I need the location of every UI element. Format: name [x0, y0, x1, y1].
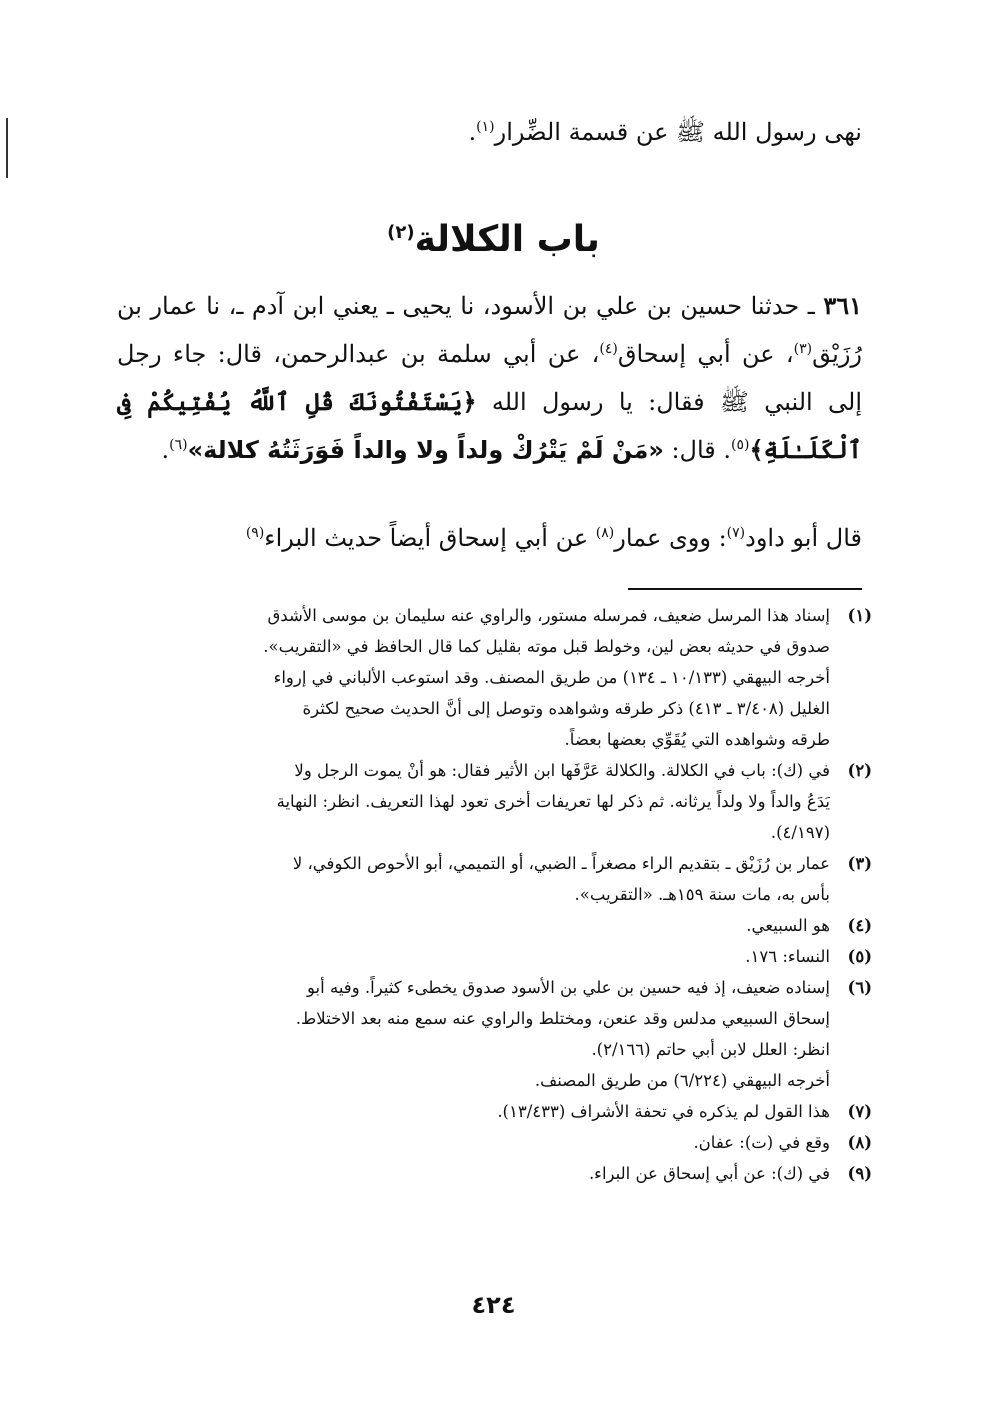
footnote-line: طرقه وشواهده التي يُقَوِّي بعضها بعضاً. [564, 730, 830, 749]
footnote [112, 755, 872, 848]
chapter-title: باب الكلالة [414, 219, 600, 260]
footnote-ref: (٨) [595, 525, 615, 541]
footnote-number: (٩) [847, 1164, 872, 1183]
footnote-line: وقع في (ت): عفان. [693, 1133, 830, 1152]
hadith-paragraph [117, 282, 862, 474]
footnote-number: (٢) [847, 761, 872, 780]
footnote-ref: (٧) [726, 525, 746, 541]
footnote-text [112, 910, 830, 941]
hadith-end: . [161, 436, 170, 464]
footnote-text [112, 1158, 830, 1189]
hadith-number: ٣٦١ [823, 291, 862, 320]
footnote-number: (٤) [847, 916, 872, 935]
footnote-line: (٤/١٩٧). [770, 823, 830, 842]
remark-text: قال أبو داود [745, 524, 862, 552]
footnote-separator [628, 588, 862, 590]
footnote-text [112, 848, 830, 910]
footnote-ref: (٣) [793, 341, 813, 357]
top-line-text: نهى رسول الله ﷺ عن قسمة الضِّرار [494, 118, 862, 146]
footnote-ref: (١) [476, 119, 495, 135]
margin-mark [6, 118, 8, 178]
top-line [102, 110, 862, 154]
hadith-text: ـ حدثنا حسين بن علي بن الأسود، نا يحيى ـ يعني ابن آدم ـ، نا عمار بن رُزَيْق [117, 292, 863, 368]
abu-dawud-remark [117, 514, 862, 562]
footnote-text [112, 600, 830, 755]
footnote-number: (٨) [847, 1133, 872, 1152]
footnote [112, 1096, 872, 1127]
footnote-line: إسحاق السبيعي مدلس وقد عنعن، ومختلط والراوي عنه سمع منه بعد الاختلاط. [295, 1009, 830, 1028]
footnote-line: انظر: العلل لابن أبي حاتم (٢/١٦٦). [591, 1040, 830, 1059]
footnote-ref: (٢) [387, 222, 415, 243]
footnote-line: أخرجه البيهقي (٦/٢٢٤) من طريق المصنف. [534, 1071, 830, 1090]
remark-text: عن أبي إسحاق أيضاً حديث البراء [264, 524, 596, 552]
footnotes [112, 600, 872, 1189]
footnote-line: النساء: ١٧٦. [745, 947, 830, 966]
remark-text: : ووى عمار [614, 524, 727, 552]
footnote-line: الغليل (٣/٤٠٨ ـ ٤١٣) ذكر طرقه وشواهده وتوصل إلى أنَّ الحديث صحيح لكثرة [302, 699, 830, 718]
footnote-ref: (٤) [599, 341, 618, 357]
footnote-number: (١) [847, 606, 872, 625]
footnote [112, 1158, 872, 1189]
footnote-line: هذا القول لم يذكره في تحفة الأشراف (١٣/٤٣٣). [497, 1102, 830, 1121]
footnote [112, 972, 872, 1096]
hadith-text: ، عن أبي سلمة بن عبدالرحمن، قال: جاء رجل إلى النبي ﷺ فقال: يا رسول الله [117, 340, 862, 416]
hadith-text: . قال: [663, 436, 732, 464]
footnote [112, 941, 872, 972]
footnote-text [112, 941, 830, 972]
footnote-text [112, 1127, 830, 1158]
footnote-ref: (٦) [169, 437, 188, 453]
footnote-ref: (٩) [245, 525, 265, 541]
quran-verse: ﴿يَسْتَفْتُونَكَ قُلِ ٱللَّهُ يُفْتِيكُمْ فِى ٱلْكَلَـٰلَةِ﴾ [117, 387, 862, 464]
footnote-text [112, 755, 830, 848]
footnote-line: في (ك): عن أبي إسحاق عن البراء. [588, 1164, 830, 1183]
footnote-line: يَدَعُ والداً ولا ولداً يرثانه. ثم ذكر لها تعريفات أخرى تعود لهذا التعريف. انظر: النهاية [276, 792, 830, 811]
footnote-line: إسناد هذا المرسل ضعيف، فمرسله مستور، والراوي عنه سليمان بن موسى الأشدق [267, 606, 830, 625]
footnote-line: صدوق في حديثه بعض لين، وخولط قبل موته بقليل كما قال الحافظ في «التقريب». [263, 637, 830, 656]
footnote-line: في (ك): باب في الكلالة. والكلالة عَرَّفَها ابن الأثير فقال: هو أنْ يموت الرجل ولا [294, 761, 830, 780]
footnote-number: (٣) [847, 854, 872, 873]
footnote [112, 1127, 872, 1158]
hadith-text: ، عن أبي إسحاق [617, 340, 794, 368]
footnote-number: (٧) [847, 1102, 872, 1121]
footnote [112, 910, 872, 941]
page-number: ٤٢٤ [471, 1291, 516, 1319]
footnote-number: (٦) [847, 978, 872, 997]
chapter-heading [0, 208, 987, 272]
footnote-ref: (٥) [731, 437, 750, 453]
footnote-text [112, 972, 830, 1096]
prophet-words: «مَنْ لَمْ يَتْرُكْ ولداً ولا والداً فَوَرَثَتُهُ كلالة» [187, 436, 664, 464]
footnote-line: بأس به، مات سنة ١٥٩هـ. «التقريب». [574, 885, 830, 904]
top-line-end: . [468, 118, 477, 146]
footnote-line: أخرجه البيهقي (١٠/١٣٣ ـ ١٣٤) من طريق المصنف. وقد استوعب الألباني في إرواء [273, 668, 830, 687]
footnote-line: إسناده ضعيف، إذ فيه حسين بن علي بن الأسود صدوق يخطىء كثيراً. وفيه أبو [307, 978, 830, 997]
footnote-number: (٥) [847, 947, 872, 966]
footnote [112, 848, 872, 910]
footnote-text [112, 1096, 830, 1127]
footnote [112, 600, 872, 755]
footnote-line: هو السبيعي. [746, 916, 830, 935]
footnote-line: عمار بن رُزَيْق ـ بتقديم الراء مصغراً ـ الضبي، أو التميمي، أبو الأحوص الكوفي، لا [292, 854, 830, 873]
